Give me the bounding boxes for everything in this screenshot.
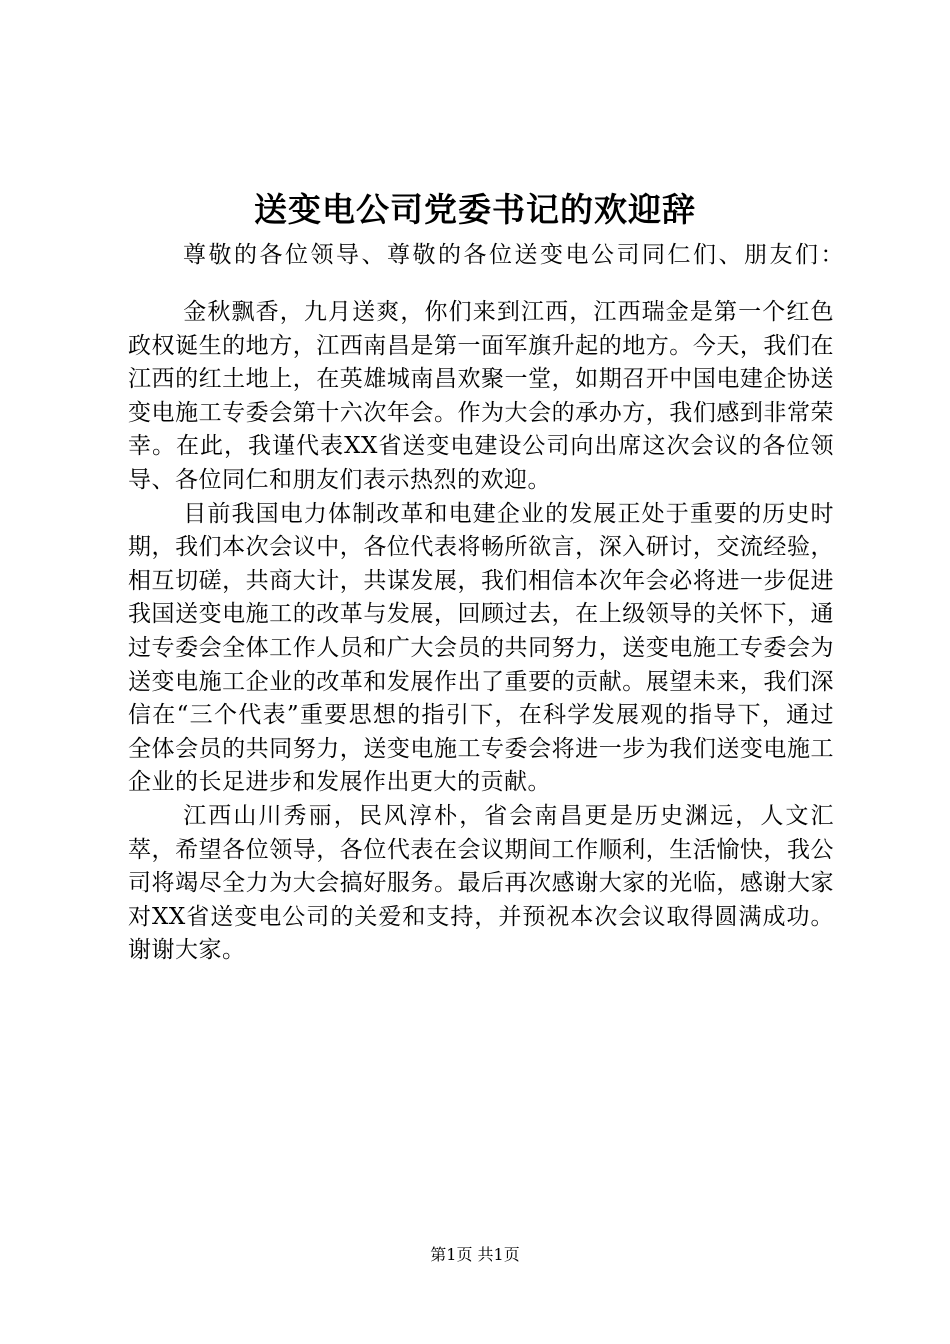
paragraph-1: 金秋飘香，九月送爽，你们来到江西，江西瑞金是第一个红色政权诞生的地方，江西南昌是第一面军旗升起的地方。今天，我们在江西的红土地上，在英雄城南昌欢聚一堂，如期召开中国电建企协送变电施工专委会第十六次年会。作为大会的承办方，我们感到非常荣幸。在此，我谨代表XX省送变电建设公司向出席这次会议的各位领导、各位同仁和朋友们表示热烈的欢迎。 — [128, 299, 834, 493]
document-body — [128, 296, 834, 968]
greeting-line: 尊敬的各位领导、尊敬的各位送变电公司同仁们、朋友们： — [183, 242, 846, 268]
page-number-footer: 第1页 共1页 — [430, 1245, 520, 1264]
paragraph-2: 目前我国电力体制改革和电建企业的发展正处于重要的历史时期，我们本次会议中，各位代表将畅所欲言，深入研讨，交流经验，相互切磋，共商大计，共谋发展，我们相信本次年会必将进一步促进我国送变电施工的改革与发展，回顾过去，在上级领导的关怀下，通过专委会全体工作人员和广大会员的共同努力，送变电施工专委会为送变电施工企业的改革和发展作出了重要的贡献。展望未来，我们深信在“三个代表”重要思想的指引下，在科学发展观的指导下，通过全体会员的共同努力，送变电施工专委会将进一步为我们送变电施工企业的长足进步和发展作出更大的贡献。 — [128, 500, 834, 796]
paragraph-3: 江西山川秀丽，民风淳朴，省会南昌更是历史渊远，人文汇萃，希望各位领导，各位代表在会议期间工作顺利，生活愉快，我公司将竭尽全力为大会搞好服务。最后再次感谢大家的光临，感谢大家对XX省送变电公司的关爱和支持，并预祝本次会议取得圆满成功。谢谢大家。 — [128, 802, 834, 964]
document-title: 送变电公司党委书记的欢迎辞 — [254, 190, 696, 229]
